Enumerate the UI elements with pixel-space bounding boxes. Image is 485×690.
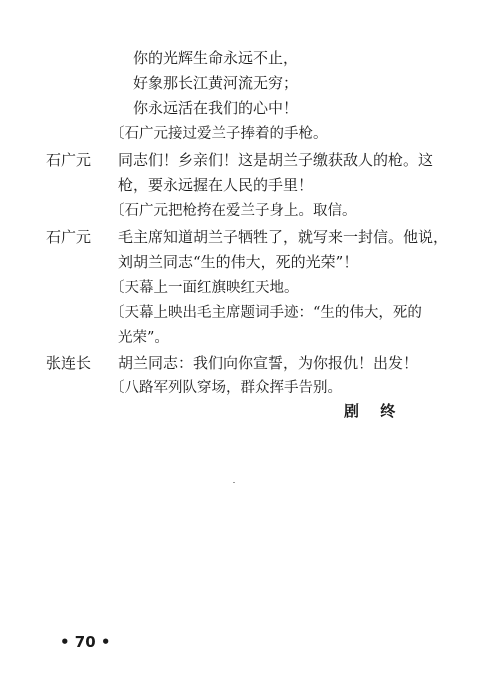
speech-1-line-2: 枪，要永远握在人民的手里！ <box>118 176 314 194</box>
speech-3: 胡兰同志：我们向你宣誓，为你报仇！出发！ <box>118 354 419 372</box>
stage-direction-4-line-2: 光荣”。 <box>118 330 169 346</box>
speech-2-line-2: 刘胡兰同志“生的伟大，死的光荣”！ <box>118 253 359 271</box>
speech-2-line-1: 毛主席知道胡兰子牺牲了，就写来一封信。他说， <box>118 228 449 246</box>
stage-direction-1: 〔石广元接过爱兰子捧着的手枪。 <box>110 126 328 142</box>
stage-direction-4-line-1: 〔天幕上映出毛主席题词手迹：“生的伟大，死的 <box>110 305 422 321</box>
page-number: • 70 • <box>60 633 111 651</box>
stage-direction-5: 〔八路军列队穿场，群众挥手告别。 <box>110 380 342 396</box>
speaker-shi-guangyuan-1: 石广元 <box>46 151 92 169</box>
poem-line-1: 你的光辉生命永远不止， <box>133 49 299 67</box>
stage-direction-2: 〔石广元把枪挎在爱兰子身上。取信。 <box>110 203 357 219</box>
speaker-zhang-lianzhang: 张连长 <box>46 354 92 372</box>
poem-line-3: 你永远活在我们的心中！ <box>133 99 299 117</box>
ending-label: 剧 终 <box>344 402 404 420</box>
speech-1-line-1: 同志们！乡亲们！这是胡兰子缴获敌人的枪。这 <box>118 151 434 169</box>
speck-mark <box>233 482 235 483</box>
poem-line-2: 好象那长江黄河流无穷； <box>133 74 299 92</box>
speaker-shi-guangyuan-2: 石广元 <box>46 228 92 246</box>
stage-direction-3: 〔天幕上一面红旗映红天地。 <box>110 280 299 296</box>
